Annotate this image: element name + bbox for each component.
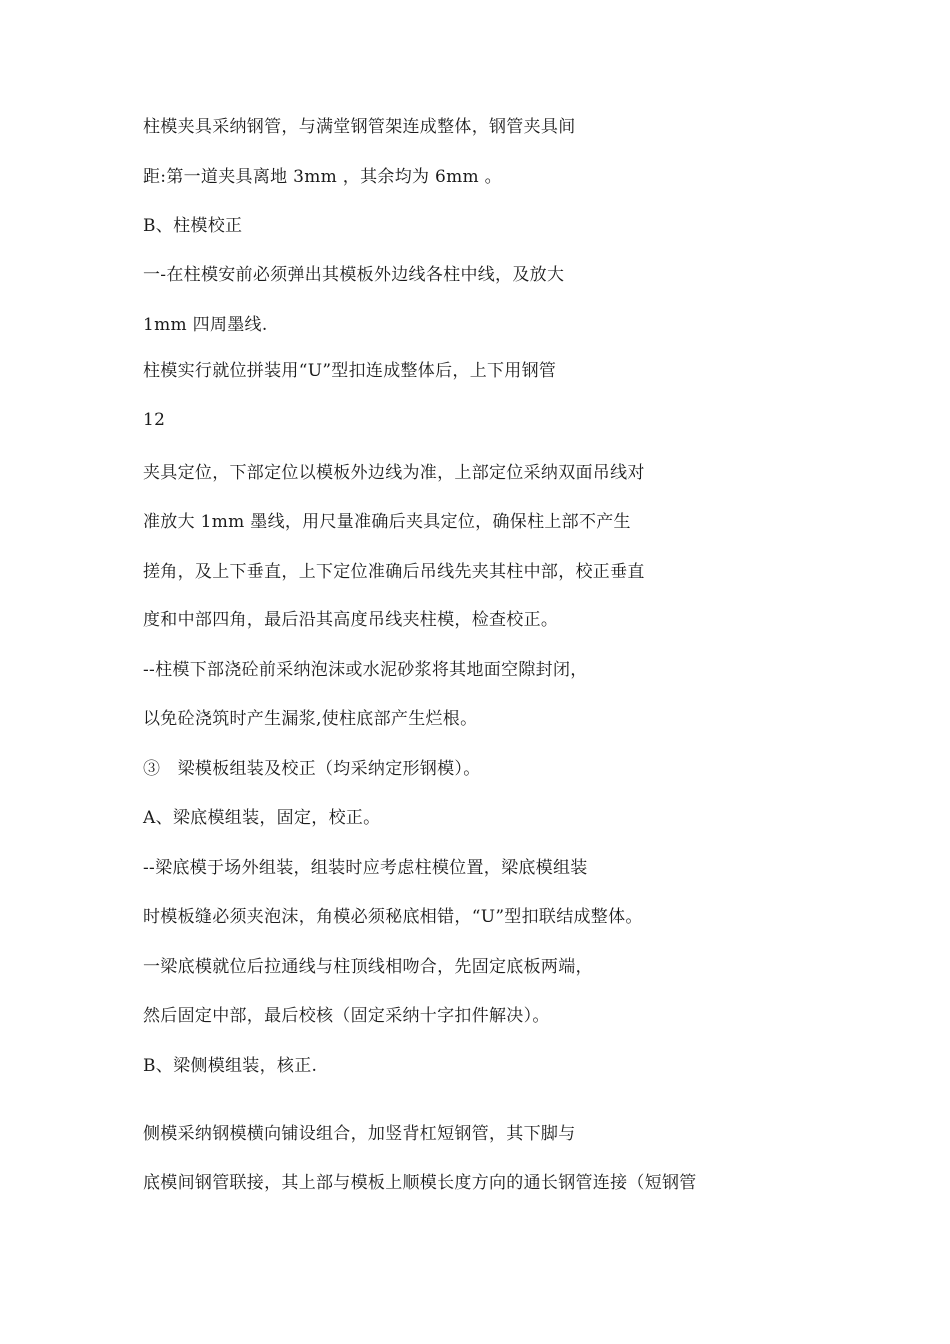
text-line-11: --柱模下部浇砼前采纳泡沫或水泥砂浆将其地面空隙封闭， xyxy=(143,660,588,680)
text-line-17: 侧模采纳钢模横向铺设组合，加竖背杠短钢管，其下脚与 xyxy=(143,1124,576,1144)
text-line-2: 距:第一道夹具离地 3mm ，其余均为 6mm 。 xyxy=(143,167,502,187)
text-line-7: 夹具定位，下部定位以模板外边线为准，上部定位采纳双面吊线对 xyxy=(143,463,645,483)
text-line-12: 以免砼浇筑时产生漏浆,使柱底部产生烂根。 xyxy=(143,709,478,729)
text-line-18: 底模间钢管联接，其上部与模板上顺模长度方向的通长钢管连接（短钢管 xyxy=(143,1173,697,1193)
text-line-16: 然后固定中部，最后校核（固定采纳十字扣件解决）。 xyxy=(143,1006,550,1026)
text-line-10: 度和中部四角，最后沿其高度吊线夹柱模，检查校正。 xyxy=(143,610,559,630)
text-line-4: 一-在柱模安前必须弹出其模板外边线各柱中线，及放大 xyxy=(143,265,565,285)
text-line-8: 准放大 1mm 墨线，用尺量准确后夹具定位，确保柱上部不产生 xyxy=(143,512,631,532)
text-line-15: 一梁底模就位后拉通线与柱顶线相吻合，先固定底板两端， xyxy=(143,957,593,977)
text-line-3: B、柱模校正 xyxy=(143,216,243,236)
text-line-5: 1mm 四周墨线. xyxy=(143,315,268,335)
text-line-14: 时模板缝必须夹泡沫，角模必须秘底相错，“U”型扣联结成整体。 xyxy=(143,907,643,927)
page-number: 12 xyxy=(143,410,166,430)
text-line-13: --梁底模于场外组装，组装时应考虑柱模位置，梁底模组装 xyxy=(143,858,588,878)
section-heading: ③ 梁模板组装及校正（均采纳定形钢模）。 xyxy=(143,759,481,779)
text-line-1: 柱模夹具采纳钢管，与满堂钢管架连成整体，钢管夹具间 xyxy=(143,117,576,137)
text-line-9: 搓角，及上下垂直，上下定位准确后吊线先夹其柱中部，校正垂直 xyxy=(143,562,645,582)
text-line-6: 柱模实行就位拼装用“U”型扣连成整体后，上下用钢管 xyxy=(143,361,557,381)
subsection-heading-a: A、梁底模组装，固定，校正。 xyxy=(143,808,381,828)
subsection-heading-b: B、梁侧模组装，核正. xyxy=(143,1056,318,1076)
